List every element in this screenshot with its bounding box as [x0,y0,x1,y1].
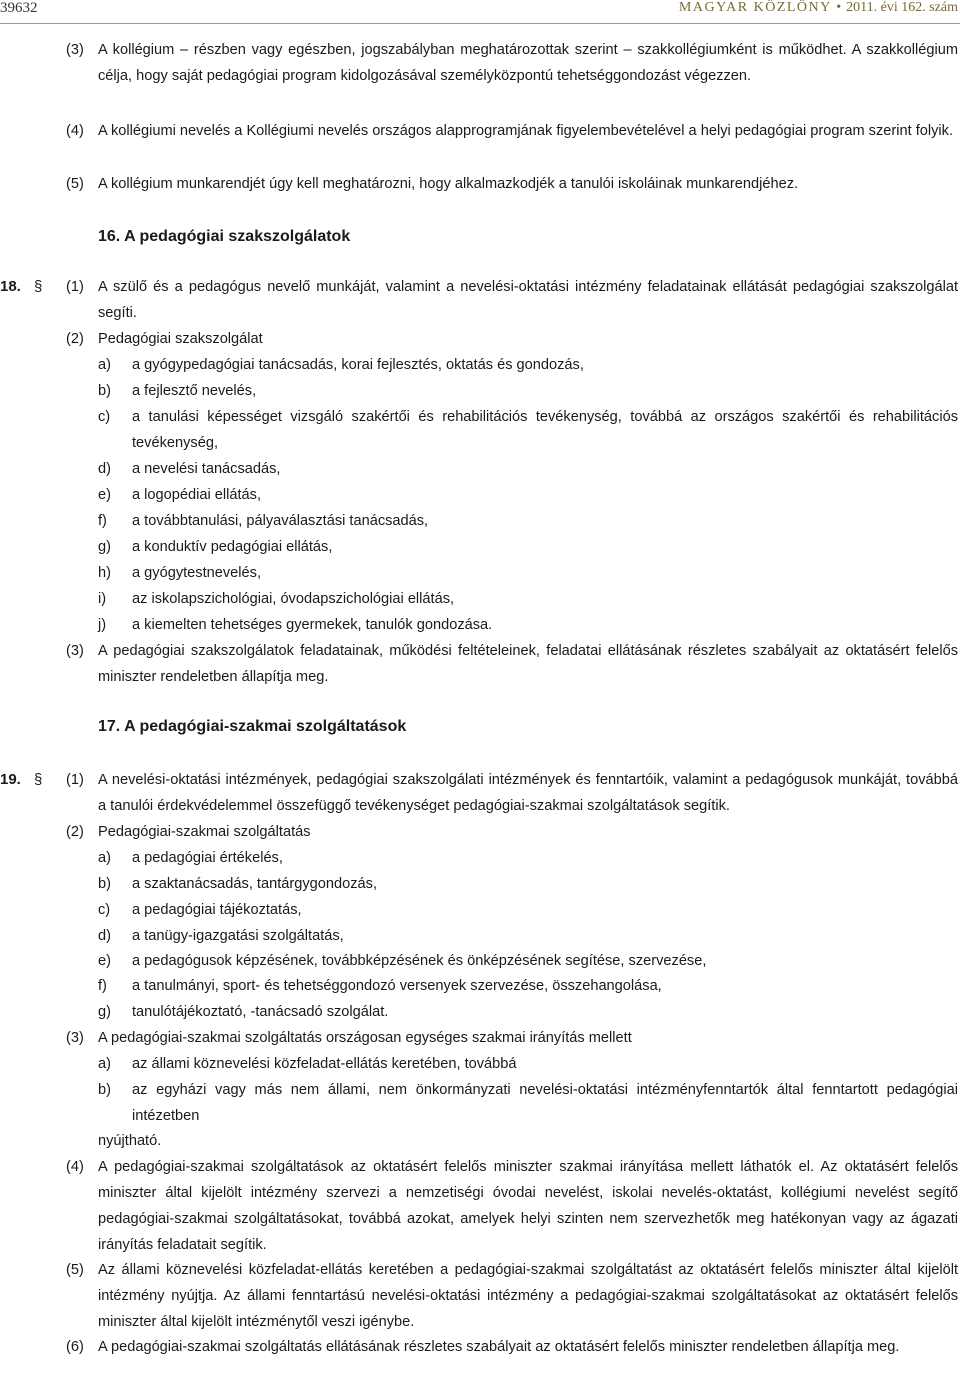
journal-name: MAGYAR KÖZLÖNY [678,0,832,15]
list-item [98,352,958,378]
list-text: a tanulmányi, sport- és tehetséggondozó versenyek szervezése, összehangolása, [132,978,662,994]
chapter-heading-17: 17. A pedagógiai-szakmai szolgáltatások [98,718,407,735]
paragraph-number: (2) [66,824,84,840]
list-item [98,560,958,586]
paragraph-text: A pedagógiai-szakmai szolgáltatások az oktatásért felelős miniszter szakmai irányítása mellett láthatók el. Az oktatásért felelős miniszter által kijelölt intézmény szervezi a nemzetiségi óvodai nevelést, iskolai nevelés-oktatást, kollégiumi nevelést segítő pedagógiai-szakmai szolgáltatásokat, továbbá azokat, amelyek helyi szinten nem szervezhetők meg hatékonyan vagy az ágazati irányítás feladatait segítik. [98,1159,958,1253]
list-text: a konduktív pedagógiai ellátás, [132,539,333,555]
list-letter: a) [98,1056,111,1072]
list-letter: b) [98,383,111,399]
list-letter: g) [98,539,111,555]
list-item [98,871,958,897]
list-item [98,923,958,949]
list-text: az iskolapszichológiai, óvodapszichológiai ellátás, [132,591,455,607]
paragraph-number: (5) [66,1262,84,1278]
paragraph-text: A pedagógiai-szakmai szolgáltatás ellátásának részletes szabályait az oktatásért felelős miniszter rendeletben állapítja meg. [98,1339,900,1355]
list-letter: b) [98,876,111,892]
list-item [98,897,958,923]
paragraph-text: A kollégiumi nevelés a Kollégiumi nevelés országos alapprogramjának figyelembevételével a helyi pedagógiai program szerint folyik. [98,123,954,139]
paragraph-text: A kollégium munkarendjét úgy kell meghatározni, hogy alkalmazkodjék a tanulói iskoláinak munkarendjéhez. [98,176,799,192]
list-item [98,404,958,456]
list-letter: c) [98,409,111,425]
paragraph-number: (3) [66,1030,84,1046]
paragraph-19-3 [66,1025,958,1051]
list-letter: h) [98,565,111,581]
paragraph-number: (4) [66,123,84,139]
list-text: a továbbtanulási, pályaválasztási tanácsadás, [132,513,429,529]
list-item [98,586,958,612]
paragraph-number: (3) [66,42,84,58]
paragraph-number: (2) [66,331,84,347]
paragraph-19-6 [66,1334,958,1360]
paragraph-continuation: nyújtható. [98,1133,162,1149]
list-text: a kiemelten tehetséges gyermekek, tanulók gondozása. [132,617,493,633]
list-letter: f) [98,513,107,529]
section-sign: § [34,278,43,295]
list-item [98,999,958,1025]
list-item [98,456,958,482]
list-letter: d) [98,928,111,944]
list-item [98,378,958,404]
paragraph-19-5 [66,1257,958,1335]
paragraph-19-1 [66,767,958,819]
list-text: a pedagógiai tájékoztatás, [132,902,302,918]
page-header [0,0,960,24]
list-text: a gyógypedagógiai tanácsadás, korai fejlesztés, oktatás és gondozás, [132,357,584,373]
section-number: 19. [0,771,21,788]
paragraph-18-2 [66,326,958,352]
list-item [98,612,958,638]
list-letter: c) [98,902,111,918]
paragraph-text: A pedagógiai-szakmai szolgáltatás országosan egységes szakmai irányítás mellett [98,1030,632,1046]
paragraph-number: (3) [66,643,84,659]
list-text: a logopédiai ellátás, [132,487,262,503]
page-number: 39632 [0,0,38,16]
list-text: a pedagógiai értékelés, [132,850,283,866]
list-item [98,508,958,534]
list-letter: i) [98,591,107,607]
paragraph-text: Pedagógiai szakszolgálat [98,331,263,347]
list-letter: j) [98,617,107,633]
list-text: a nevelési tanácsadás, [132,461,281,477]
paragraph-text: A kollégium – részben vagy egészben, jogszabályban meghatározottak szerint – szakkollégiumként is működhet. A szakkollégium célja, hogy saját pedagógiai program kidolgozásával személyközpontú tehetséggondozást végezzen. [98,42,958,84]
section-number: 18. [0,278,21,295]
list-item [98,1077,958,1129]
list-letter: g) [98,1004,111,1020]
list-text: a tanulási képességet vizsgáló szakértői és rehabilitációs tevékenység, továbbá az országos szakértői és rehabilitációs tevékenység, [132,409,958,451]
paragraph-number: (1) [66,772,84,788]
chapter-heading-16: 16. A pedagógiai szakszolgálatok [98,228,351,245]
paragraph-text: A nevelési-oktatási intézmények, pedagógiai szakszolgálati intézmények és fenntartóik, valamint a pedagógusok munkáját, továbbá a tanulói érdekvédelemmel összefüggő tevékenységet pedagógiai-szakmai szolgáltatások segítik. [98,772,958,814]
list-item [98,482,958,508]
paragraph-18-1 [66,274,958,326]
list-text: tanulótájékoztató, -tanácsadó szolgálat. [132,1004,389,1020]
list-item [98,973,958,999]
list-letter: a) [98,357,111,373]
list-text: az állami köznevelési közfeladat-ellátás keretében, továbbá [132,1056,517,1072]
list-item [98,845,958,871]
list-text: a szaktanácsadás, tantárgygondozás, [132,876,378,892]
list-letter: a) [98,850,111,866]
list-text: az egyházi vagy más nem állami, nem önkormányzati nevelési-oktatási intézményfenntartók által fenntartott pedagógiai intézetben [132,1082,958,1124]
paragraph-number: (5) [66,176,84,192]
paragraph-19-2 [66,819,958,845]
list-item [98,1051,958,1077]
section-sign: § [34,771,43,788]
paragraph-19-4 [66,1154,958,1258]
paragraph-text: A szülő és a pedagógus nevelő munkáját, valamint a nevelési-oktatási intézmény feladatainak ellátását pedagógiai szakszolgálat segíti. [98,279,958,321]
list-letter: e) [98,953,111,969]
list-text: a gyógytestnevelés, [132,565,261,581]
header-rule [0,23,960,24]
list-item [98,948,958,974]
list-text: a pedagógusok képzésének, továbbképzésének és önképzésének segítése, szervezése, [132,953,707,969]
paragraph-number: (4) [66,1159,84,1175]
list-letter: d) [98,461,111,477]
list-text: a fejlesztő nevelés, [132,383,257,399]
paragraph-text: A pedagógiai szakszolgálatok feladatainak, működési feltételeinek, feladatai ellátásának részletes szabályait az oktatásért felelős miniszter rendeletben állapítja meg. [98,643,958,685]
paragraph-number: (6) [66,1339,84,1355]
journal-title [679,0,958,16]
paragraph-number: (1) [66,279,84,295]
bullet-separator: • [836,0,842,15]
issue-number: 2011. évi 162. szám [846,0,958,15]
paragraph-17-3 [66,37,958,89]
paragraph-17-5 [66,171,958,197]
list-letter: f) [98,978,107,994]
paragraph-17-4 [66,118,958,144]
list-item [98,534,958,560]
paragraph-18-3 [66,638,958,690]
paragraph-text: Pedagógiai-szakmai szolgáltatás [98,824,311,840]
list-letter: b) [98,1082,111,1098]
paragraph-text: Az állami köznevelési közfeladat-ellátás keretében a pedagógiai-szakmai szolgáltatást az oktatásért felelős miniszter által kijelölt intézmény nyújtja. Az állami fenntartású nevelési-oktatási intézmény a pedagógiai-szakmai szolgáltatásokat az oktatásért felelős miniszter által kijelölt intézménytől veszi igénybe. [98,1262,958,1330]
list-text: a tanügy-igazgatási szolgáltatás, [132,928,344,944]
list-letter: e) [98,487,111,503]
